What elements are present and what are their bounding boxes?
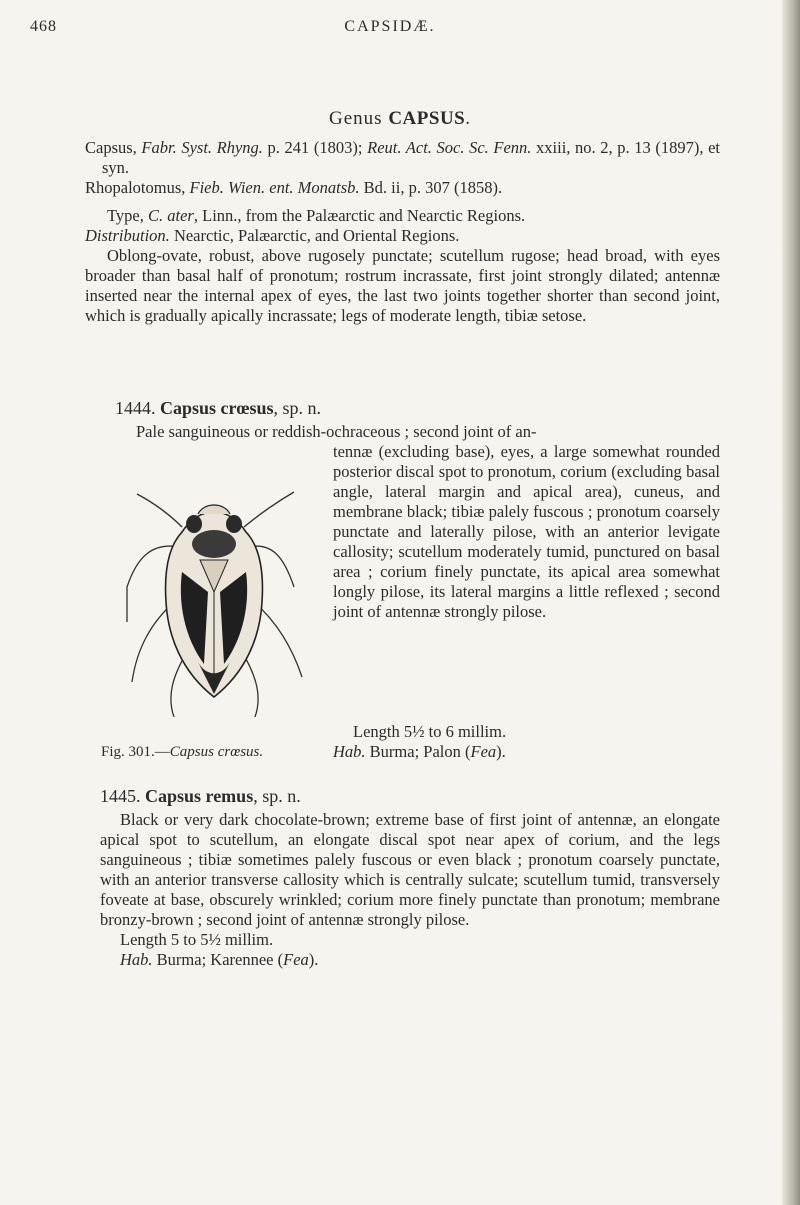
species-intro: Pale sanguineous or reddish-ochraceous ; second joint of an- [136, 422, 537, 441]
figure-caption: Fig. 301.—Capsus crœsus. [101, 744, 264, 760]
figure-capsus-croesus [112, 472, 317, 717]
species-length: Length 5½ to 6 millim. [353, 722, 507, 741]
genus-references [85, 138, 720, 198]
genus-name: CAPSUS [388, 108, 466, 129]
distribution-line: Distribution. Nearctic, Palæarctic, and Oriental Regions. [85, 226, 460, 245]
running-title: CAPSIDÆ. [344, 18, 436, 35]
genus-suffix: . [465, 108, 471, 129]
species-habitat: Hab. Burma; Palon (Fea). [333, 742, 506, 761]
genus-heading [0, 108, 800, 130]
genus-diagnosis: Oblong-ovate, robust, above rugosely punctate; scutellum rugose; head broad, with eyes broader than basal half of pronotum; rostrum incrassate, first joint strongly dilated; antennæ inserted near the internal apex of eyes, the last two joints together shorter than second joint, which is gradually apically incrassate; legs of moderate length, tibiæ setose. [85, 246, 720, 325]
species-description: tennæ (excluding base), eyes, a large somewhat rounded posterior discal spot to pronotum, corium (excluding basal angle, lateral margin and apical area), cuneus, and membrane black; tibiæ palely fuscous ; pronotum coarsely punctate and laterally pilose, with an anterior levigate callosity; scutellum moderately tumid, punctured on basal area ; corium finely punctate, its apical area somewhat longly pilose, its lateral margins a little reflexed ; second joint of antennæ strongly pilose. [333, 442, 720, 621]
species-description: Black or very dark chocolate-brown; extreme base of first joint of antennæ, an elongate apical spot to scutellum, an elongate discal spot near apex of corium, and the legs sanguineous ; tibiæ sometimes palely fuscous or even black ; pronotum coarsely punctate, with an anterior transverse callosity which is centrally sulcate; scutellum tumid, transversely foveate at base, obscurely wrinkled; corium more finely punctate than pronotum; membrane bronzy-brown ; second joint of antennæ strongly pilose. Length 5 to 5½ millim. Hab. Burma; Karennee (Fea). [100, 810, 720, 969]
species-length: Length 5 to 5½ millim. [120, 930, 274, 949]
species-habitat: Hab. Burma; Karennee (Fea). [120, 950, 319, 969]
page-edge-shadow [782, 0, 800, 1205]
genus-prefix: Genus [329, 108, 389, 129]
genus-description [85, 206, 720, 326]
reference-entry: Rhopalotomus, Fieb. Wien. ent. Monatsb. Bd. ii, p. 307 (1858). [85, 178, 503, 197]
reference-entry: Capsus, Fabr. Syst. Rhyng. p. 241 (1803); Reut. Act. Soc. Sc. Fenn. xxiii, no. 2, p. 13 (1897), et syn. [85, 138, 721, 177]
type-line: Type, C. ater, Linn., from the Palæarctic and Nearctic Regions. [107, 206, 526, 225]
running-head [30, 18, 750, 42]
page-number: 468 [30, 18, 57, 35]
species-heading: 1444. Capsus crœsus, sp. n. [115, 398, 322, 418]
species-heading: 1445. Capsus remus, sp. n. [100, 786, 301, 806]
